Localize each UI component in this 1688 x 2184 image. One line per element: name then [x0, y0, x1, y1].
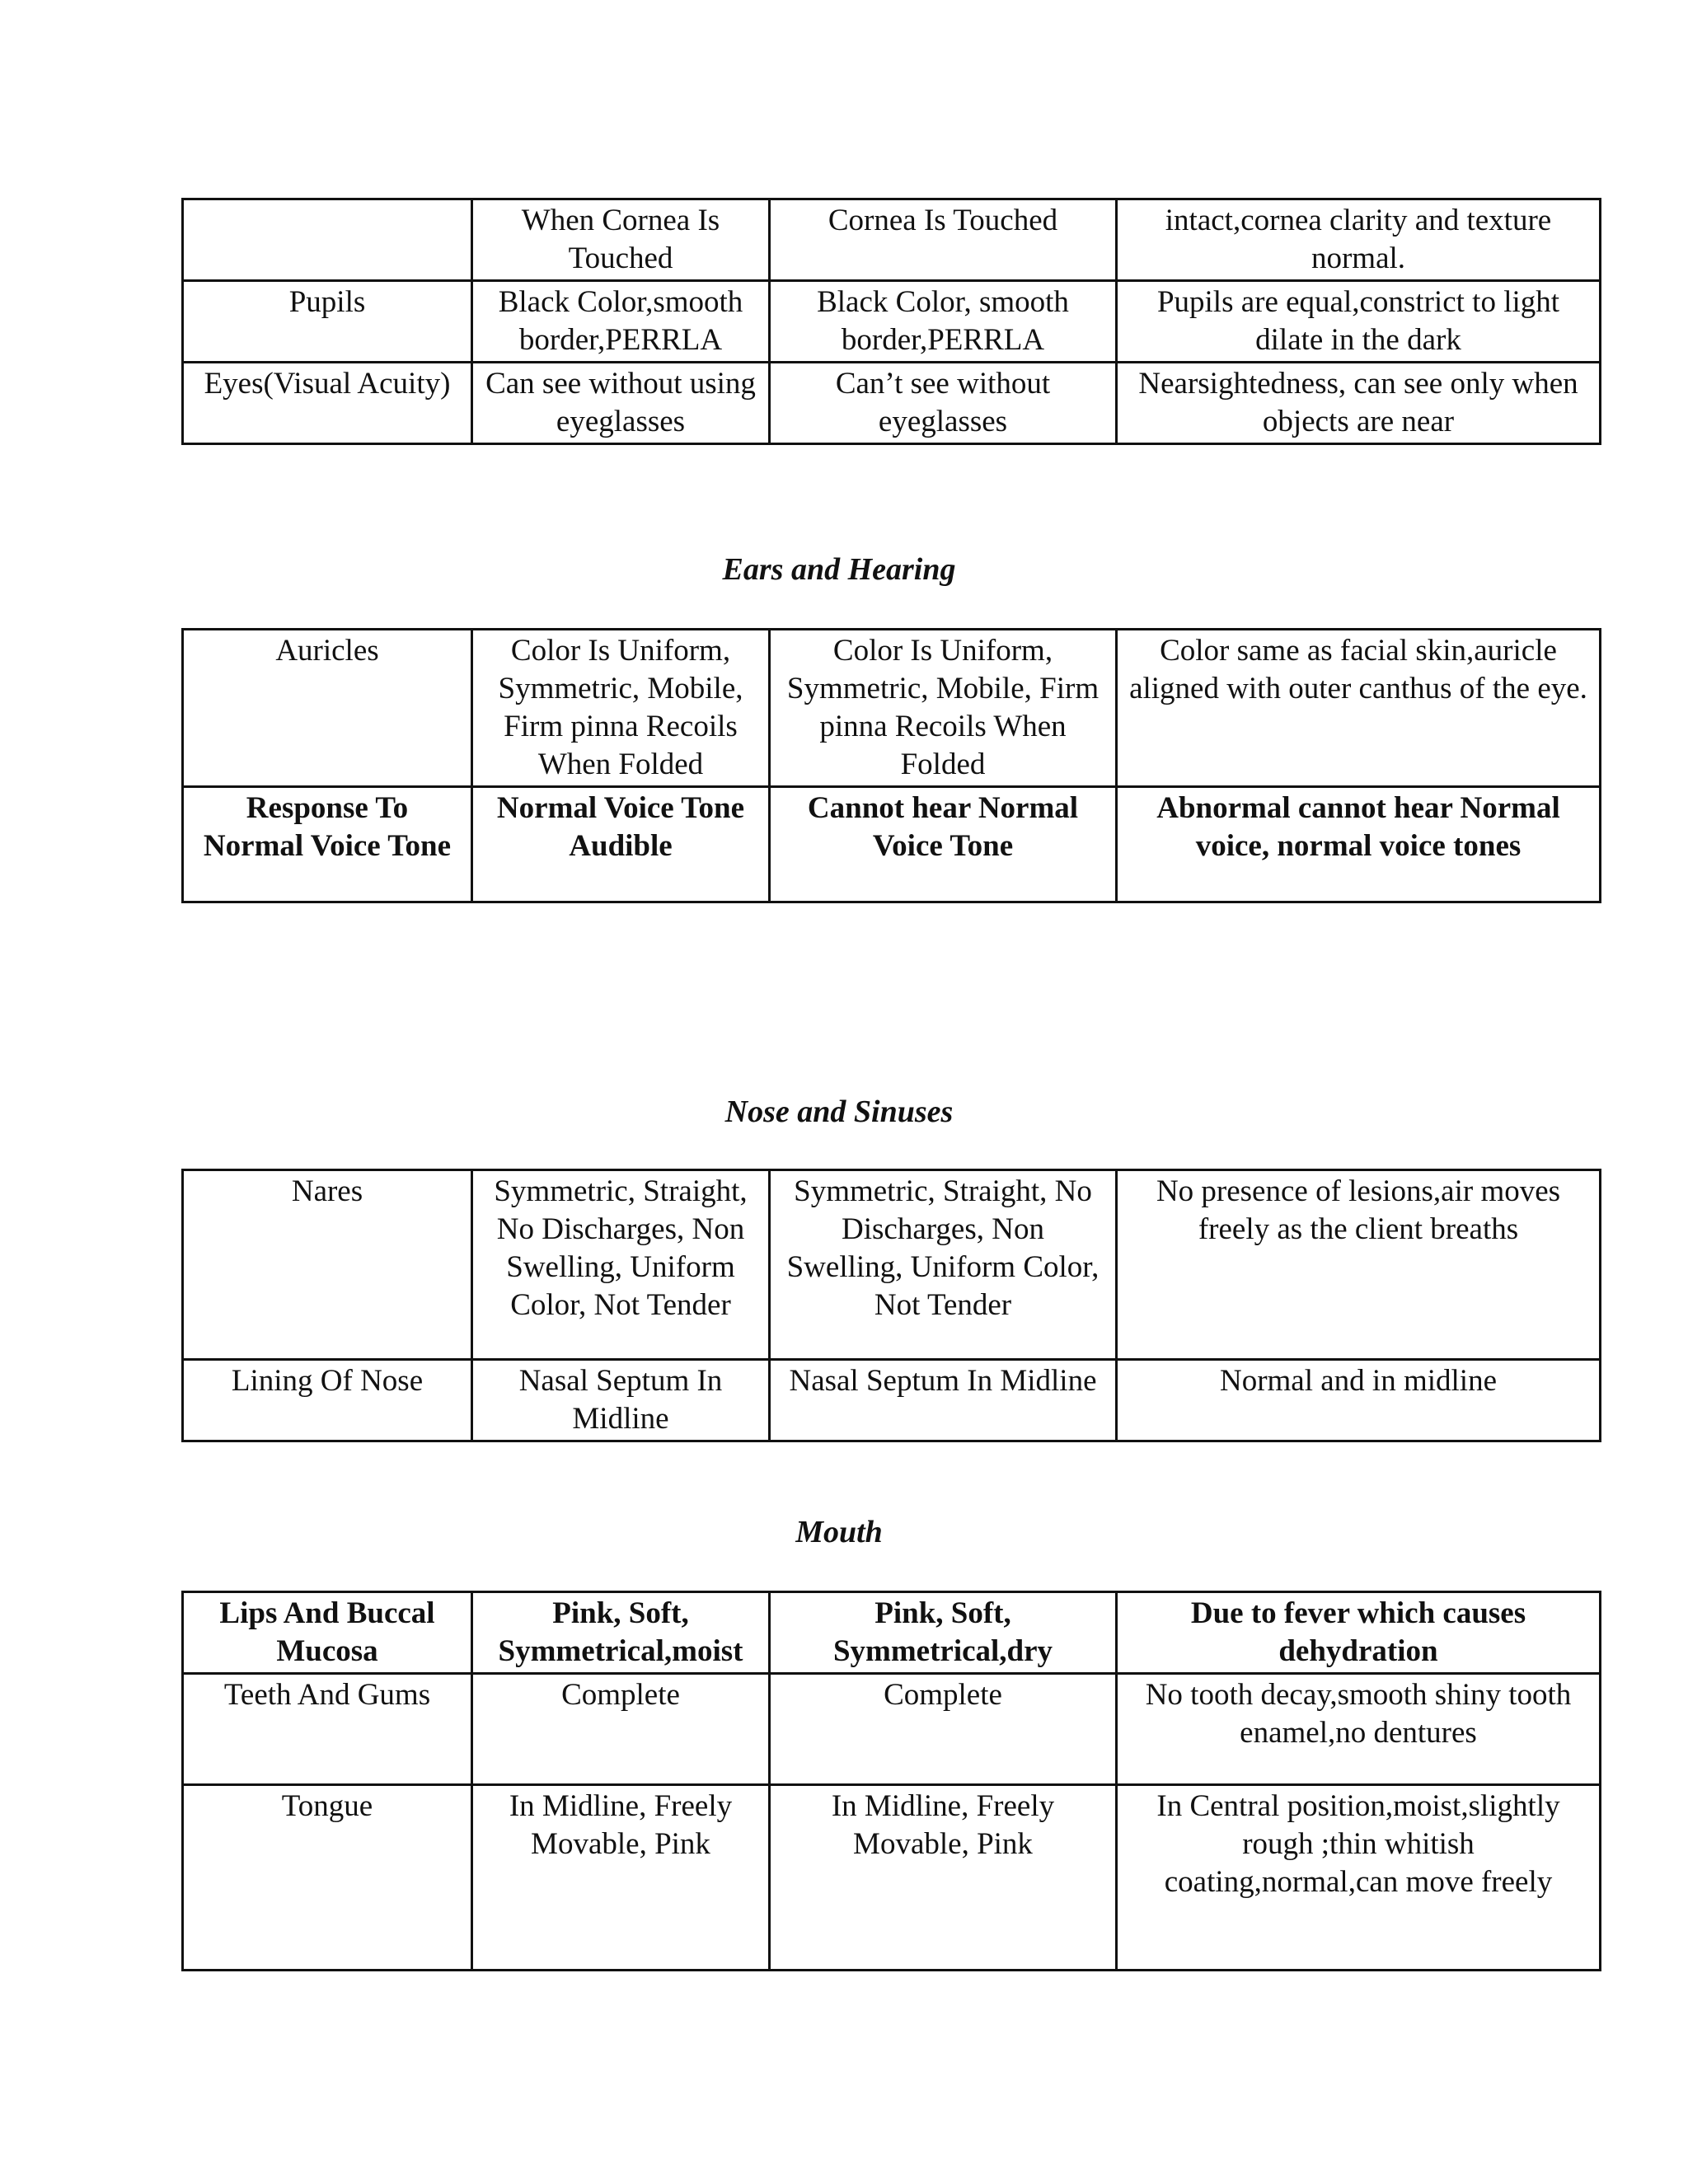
normal-cell: In Midline, Freely Movable, Pink	[472, 1785, 770, 1971]
table-row	[183, 1360, 1601, 1441]
actual-cell: Nasal Septum In Midline	[770, 1360, 1117, 1441]
mouth-assessment-table	[181, 1591, 1601, 1971]
finding-cell: Tongue	[183, 1785, 472, 1971]
interpretation-cell: Pupils are equal,constrict to light dilate in the dark	[1117, 281, 1601, 363]
actual-cell: Color Is Uniform, Symmetric, Mobile, Firm pinna Recoils When Folded	[770, 630, 1117, 787]
actual-cell: Symmetric, Straight, No Discharges, Non Swelling, Uniform Color, Not Tender	[770, 1170, 1117, 1360]
normal-cell: Pink, Soft, Symmetrical,moist	[472, 1592, 770, 1674]
normal-cell: Can see without using eyeglasses	[472, 363, 770, 444]
section-title-mouth: Mouth	[795, 1515, 883, 1549]
actual-cell: Black Color, smooth border,PERRLA	[770, 281, 1117, 363]
finding-cell: Auricles	[183, 630, 472, 787]
finding-cell: Lips And Buccal Mucosa	[183, 1592, 472, 1674]
finding-cell: Lining Of Nose	[183, 1360, 472, 1441]
actual-cell: Cornea Is Touched	[770, 199, 1117, 281]
interpretation-cell: In Central position,moist,slightly rough ;thin whitish coating,normal,can move freely	[1117, 1785, 1601, 1971]
actual-cell: Complete	[770, 1674, 1117, 1785]
actual-cell: In Midline, Freely Movable, Pink	[770, 1785, 1117, 1971]
ears-assessment-table	[181, 628, 1601, 903]
interpretation-cell: No presence of lesions,air moves freely as the client breaths	[1117, 1170, 1601, 1360]
finding-cell: Nares	[183, 1170, 472, 1360]
normal-cell: Black Color,smooth border,PERRLA	[472, 281, 770, 363]
finding-cell: Pupils	[183, 281, 472, 363]
table-row	[183, 1674, 1601, 1785]
actual-cell: Cannot hear Normal Voice Tone	[770, 787, 1117, 902]
normal-cell: When Cornea Is Touched	[472, 199, 770, 281]
nose-assessment-table	[181, 1169, 1601, 1442]
table-row	[183, 1170, 1601, 1360]
finding-cell: Eyes(Visual Acuity)	[183, 363, 472, 444]
table-row	[183, 630, 1601, 787]
finding-cell	[183, 199, 472, 281]
actual-cell: Can’t see without eyeglasses	[770, 363, 1117, 444]
table-row	[183, 1785, 1601, 1971]
section-title-ears: Ears and Hearing	[722, 552, 956, 587]
finding-cell: Teeth And Gums	[183, 1674, 472, 1785]
table-row	[183, 281, 1601, 363]
interpretation-cell: intact,cornea clarity and texture normal.	[1117, 199, 1601, 281]
eyes-assessment-table	[181, 198, 1601, 445]
table-row	[183, 199, 1601, 281]
normal-cell: Normal Voice Tone Audible	[472, 787, 770, 902]
table-row	[183, 363, 1601, 444]
interpretation-cell: Normal and in midline	[1117, 1360, 1601, 1441]
interpretation-cell: Abnormal cannot hear Normal voice, normal voice tones	[1117, 787, 1601, 902]
table-row	[183, 1592, 1601, 1674]
interpretation-cell: Nearsightedness, can see only when objects are near	[1117, 363, 1601, 444]
normal-cell: Complete	[472, 1674, 770, 1785]
normal-cell: Color Is Uniform, Symmetric, Mobile, Firm pinna Recoils When Folded	[472, 630, 770, 787]
interpretation-cell: Color same as facial skin,auricle aligned with outer canthus of the eye.	[1117, 630, 1601, 787]
actual-cell: Pink, Soft, Symmetrical,dry	[770, 1592, 1117, 1674]
table-row	[183, 787, 1601, 902]
normal-cell: Symmetric, Straight, No Discharges, Non Swelling, Uniform Color, Not Tender	[472, 1170, 770, 1360]
normal-cell: Nasal Septum In Midline	[472, 1360, 770, 1441]
interpretation-cell: Due to fever which causes dehydration	[1117, 1592, 1601, 1674]
interpretation-cell: No tooth decay,smooth shiny tooth enamel,no dentures	[1117, 1674, 1601, 1785]
finding-cell: Response To Normal Voice Tone	[183, 787, 472, 902]
section-title-nose: Nose and Sinuses	[724, 1094, 954, 1129]
